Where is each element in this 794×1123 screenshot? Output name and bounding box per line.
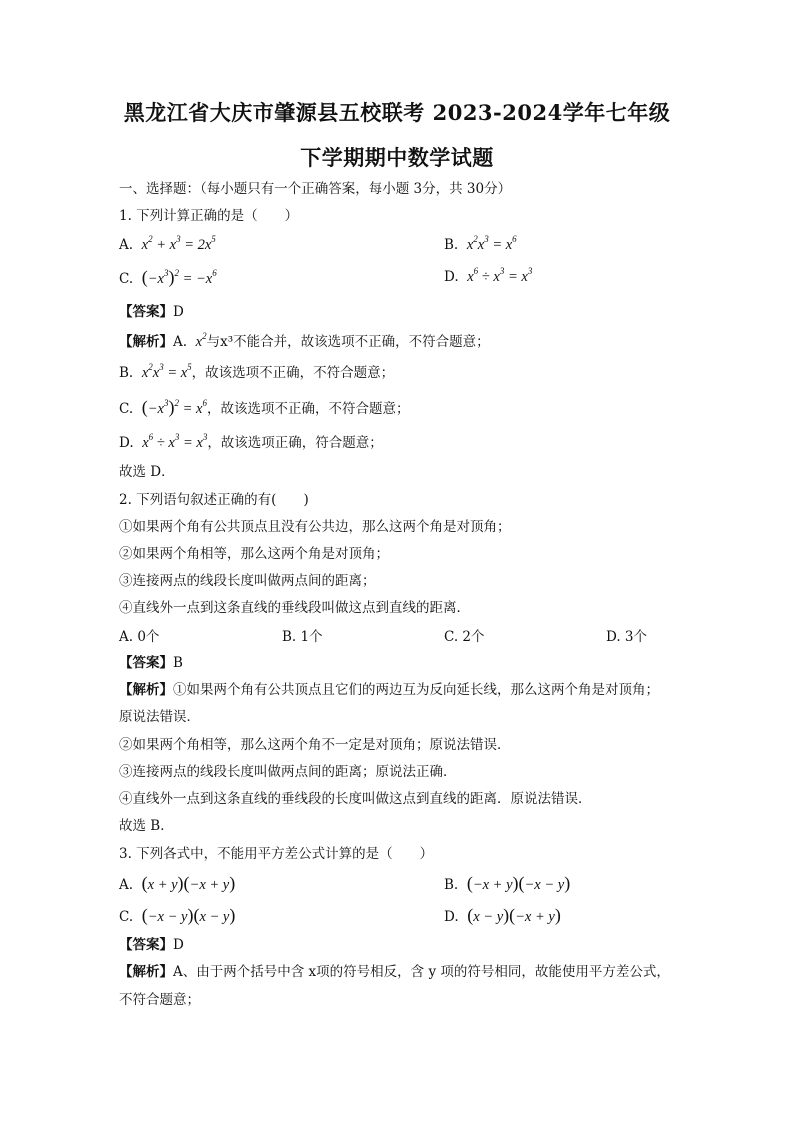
question-2-stem: 2. 下列语句叙述正确的有( ) [119,492,309,508]
q1-analysis-d [119,434,383,452]
q2-analysis-1 [119,681,659,699]
q2-statement-3: ③连接两点的线段长度叫做两点间的距离； [119,573,376,589]
q2-statement-4: ④直线外一点到这条直线的垂线段叫做这点到直线的距离． [119,600,470,616]
q2-answer [119,654,183,672]
answer-value: D [173,937,184,953]
math-expression: $x^2x^3 = x^5$ [141,362,192,381]
answer-label: 【答案】 [119,655,173,671]
analysis-text: A、由于两个括号中含 x项的符号相反，含 y 项的符号相同，故能使用平方差公式， [173,964,670,980]
q1-answer [119,303,184,321]
analysis-prefix: B. [119,365,134,381]
q3-option-b [444,874,570,894]
math-expression: (x − y)(−x + y) [467,905,561,925]
analysis-text: ，故该选项不正确，不符合题意； [191,365,395,381]
q2-analysis-3: ③连接两点的线段长度叫做两点间的距离；原说法正确． [119,764,457,780]
math-expression: $x^2 + x^3 = 2x^5$ [141,234,216,253]
document-title-line1: 黑龙江省大庆市肇源县五校联考 2023-2024学年七年级 [123,100,671,125]
q1-option-d [444,268,532,286]
q3-option-c [119,906,235,926]
analysis-text: 与x³不能合并，故该选项不正确，不符合题意； [206,334,490,350]
q1-conclusion: 故选 D． [119,464,175,480]
answer-label: 【答案】 [119,304,173,320]
math-expression: $x^2$ [195,331,207,350]
q2-option-a: A. 0个 [119,629,160,645]
option-label: C. [119,271,134,287]
q2-option-c: C. 2个 [444,629,485,645]
q1-option-c [119,268,217,288]
q2-statement-2: ②如果两个角相等，那么这两个角是对顶角； [119,546,389,562]
analysis-label: 【解析】 [119,682,173,698]
q3-option-d [444,906,561,926]
math-expression: (−x + y)(−x − y) [466,873,571,893]
option-label: B. [444,237,459,253]
q1-analysis-c [119,398,409,418]
analysis-label: 【解析】 [119,964,173,980]
q1-analysis-a [119,333,490,351]
q3-option-a [119,874,235,894]
answer-label: 【答案】 [119,937,173,953]
math-expression: $(-x^3)^2 = x^6$ [141,397,207,417]
q1-analysis-b [119,364,394,382]
q2-conclusion: 故选 B． [119,818,174,834]
math-expression: (x + y)(−x + y) [141,873,236,893]
analysis-prefix: A. [173,334,188,350]
math-expression: (−x − y)(x − y) [141,905,236,925]
section-heading: 一、选择题：（每小题只有一个正确答案，每小题 3分，共 30分） [119,181,512,197]
option-label: C. [119,909,134,925]
option-label: B. [444,877,459,893]
q1-option-b [444,236,517,254]
analysis-label: 【解析】 [119,334,173,350]
math-expression: $x^6 \div x^3 = x^3$ [142,432,208,451]
math-expression: $x^6 \div x^3 = x^3$ [467,266,533,285]
math-expression: $x^2x^3 = x^6$ [466,234,517,253]
option-label: D. [444,909,459,925]
analysis-prefix: D. [119,435,134,451]
option-label: A. [119,237,134,253]
q2-analysis-1b: 原说法错误． [119,709,200,725]
answer-value: B [173,655,183,671]
analysis-text: ①如果两个角有公共顶点且它们的两边互为反向延长线，那么这两个角是对顶角； [173,682,659,698]
analysis-prefix: C. [119,401,134,417]
q3-answer [119,936,184,954]
q1-option-a [119,236,216,254]
question-3-stem: 3. 下列各式中，不能用平方差公式计算的是（ ） [119,846,434,862]
analysis-text: ，故该选项正确，符合题意； [207,435,383,451]
analysis-text: ，故该选项不正确，不符合题意； [206,401,410,417]
q2-option-d: D. 3个 [606,629,648,645]
math-expression: $(-x^3)^2 = -x^6$ [141,267,217,287]
option-label: A. [119,877,134,893]
question-1-stem: 1. 下列计算正确的是（ ） [119,208,299,224]
q2-analysis-4: ④直线外一点到这条直线的垂线段的长度叫做这点到直线的距离．原说法错误． [119,791,592,807]
answer-value: D [173,304,184,320]
q2-option-b: B. 1个 [282,629,323,645]
q3-analysis-1b: 不符合题意； [119,992,200,1008]
q2-analysis-2: ②如果两个角相等，那么这两个角不一定是对顶角；原说法错误． [119,737,511,753]
q3-analysis-1 [119,963,670,981]
document-title-line2: 下学期期中数学试题 [300,145,494,170]
q2-statement-1: ①如果两个角有公共顶点且没有公共边，那么这两个角是对顶角； [119,519,511,535]
option-label: D. [444,269,459,285]
